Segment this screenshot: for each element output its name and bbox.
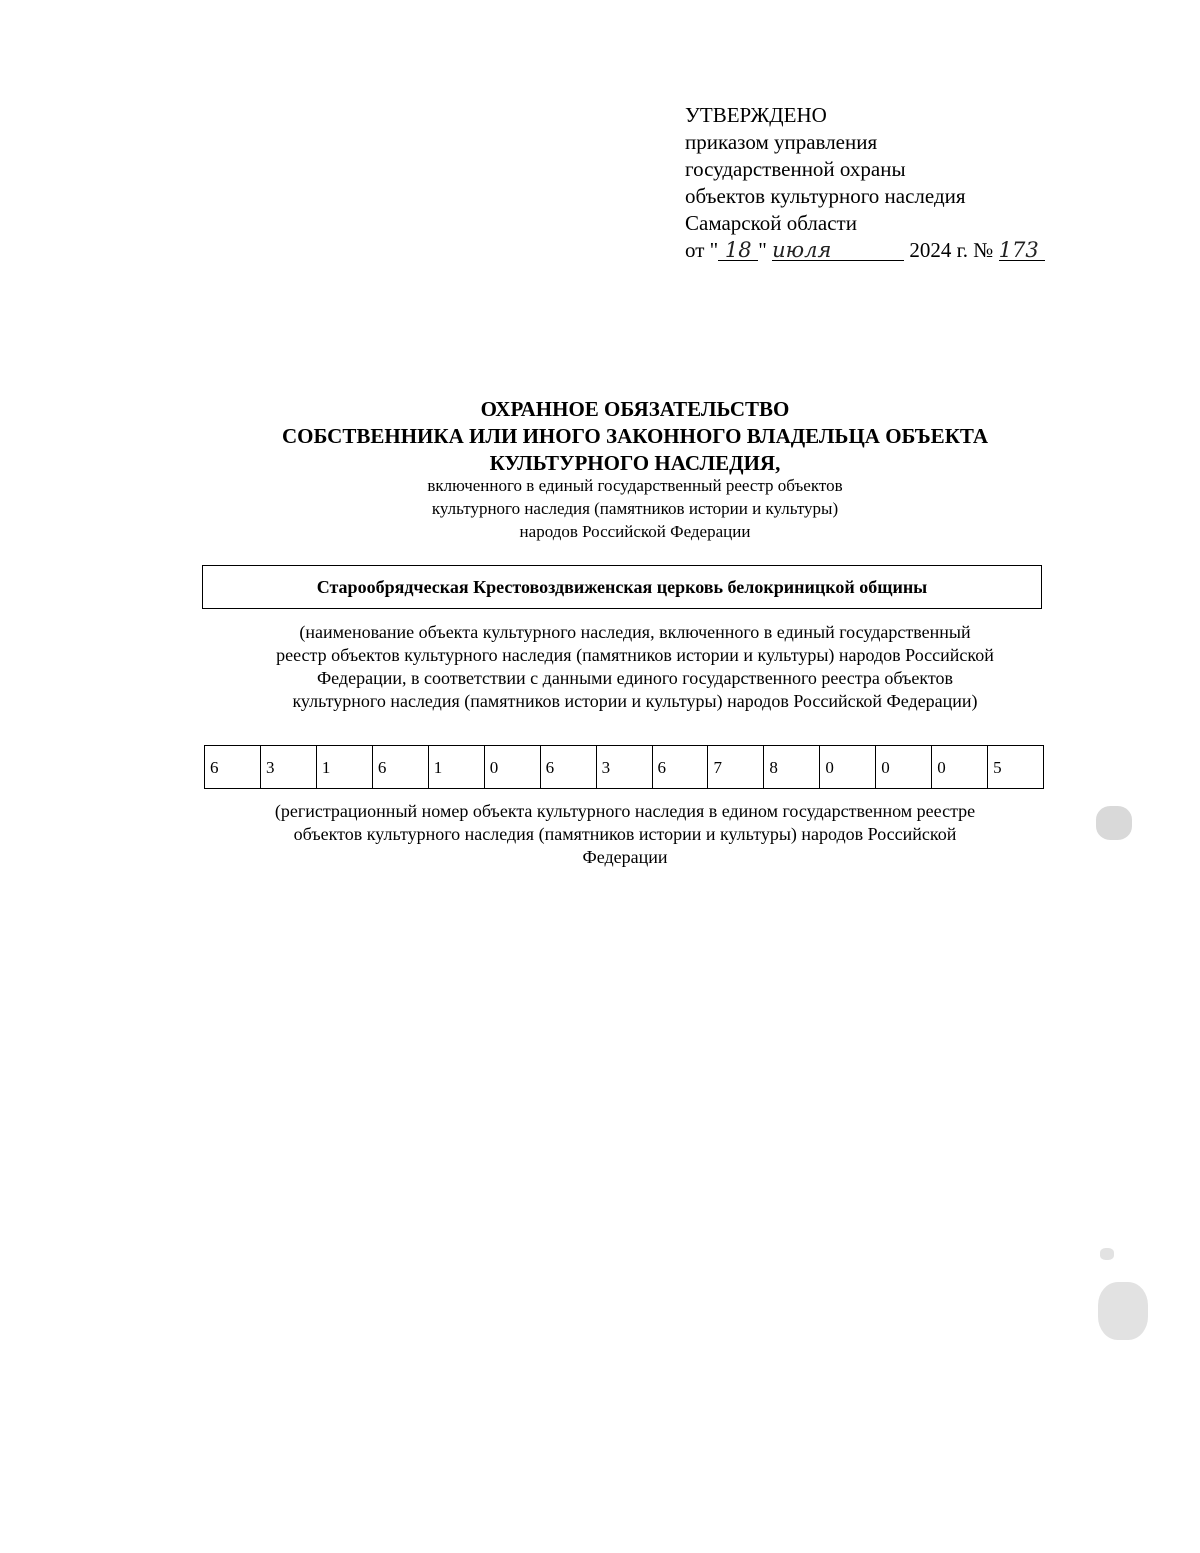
title-line-3: КУЛЬТУРНОГО НАСЛЕДИЯ, xyxy=(489,451,781,475)
subtitle-line-3: народов Российской Федерации xyxy=(519,522,751,541)
registration-number-table xyxy=(204,745,1044,789)
reg-caption-line-3: Федерации xyxy=(582,847,668,867)
name-caption-line-3: Федерации, в соответствии с данными единого государственного реестра объектов xyxy=(316,668,954,688)
object-name-caption xyxy=(180,621,1090,713)
scan-smudge xyxy=(1098,1282,1148,1340)
scan-smudge xyxy=(1100,1248,1114,1260)
reg-digit-cell: 6 xyxy=(541,746,597,788)
date-mid: " xyxy=(758,238,767,262)
subtitle-line-1: включенного в единый государственный реестр объектов xyxy=(427,476,843,495)
date-prefix: от " xyxy=(685,238,719,262)
approval-line-2: государственной охраны xyxy=(685,157,906,181)
approval-line-1: приказом управления xyxy=(685,130,878,154)
registration-number-caption xyxy=(180,800,1070,869)
approval-line-4: Самарской области xyxy=(685,211,857,235)
reg-digit-cell: 1 xyxy=(429,746,485,788)
approval-heading: УТВЕРЖДЕНО xyxy=(685,103,827,127)
reg-digit-cell: 5 xyxy=(993,758,1002,777)
title-line-1: ОХРАННОЕ ОБЯЗАТЕЛЬСТВО xyxy=(480,397,790,421)
reg-digit-cell: 8 xyxy=(764,746,820,788)
reg-digit-cell: 0 xyxy=(932,746,988,788)
reg-digit-cell: 3 xyxy=(261,746,317,788)
title-line-2: СОБСТВЕННИКА ИЛИ ИНОГО ЗАКОННОГО ВЛАДЕЛЬЦА ОБЪЕКТА xyxy=(281,424,989,448)
reg-digit-cell: 3 xyxy=(597,746,653,788)
order-number: 173 xyxy=(999,240,1045,261)
document-subtitle xyxy=(180,474,1090,543)
scan-smudge xyxy=(1096,806,1132,840)
reg-digit-cell: 0 xyxy=(876,746,932,788)
reg-digit-cell: 7 xyxy=(708,746,764,788)
reg-caption-line-1: (регистрационный номер объекта культурного наследия в едином государственном реестре xyxy=(274,801,976,821)
reg-digit-cell: 0 xyxy=(820,746,876,788)
name-caption-line-4: культурного наследия (памятников истории и культуры) народов Российской Федерации) xyxy=(292,691,978,711)
approval-line-3: объектов культурного наследия xyxy=(685,184,966,208)
reg-digit-cell: 0 xyxy=(485,746,541,788)
date-year: 2024 г. № xyxy=(909,238,994,262)
approval-stamp xyxy=(685,102,1105,264)
reg-digit-cell: 6 xyxy=(373,746,429,788)
object-name-box xyxy=(202,565,1042,609)
subtitle-line-2: культурного наследия (памятников истории и культуры) xyxy=(431,499,839,518)
name-caption-line-2: реестр объектов культурного наследия (памятников истории и культуры) народов Российской xyxy=(276,645,994,665)
object-name: Старообрядческая Крестовоздвиженская церковь белокриницкой общины xyxy=(316,576,928,597)
date-month: июля xyxy=(772,240,904,261)
reg-digit-cell: 6 xyxy=(205,746,261,788)
reg-digit-cell: 1 xyxy=(317,746,373,788)
name-caption-line-1: (наименование объекта культурного наследия, включенного в единый государственный xyxy=(299,622,971,642)
document-title xyxy=(180,396,1090,477)
reg-digit-cell: 6 xyxy=(653,746,709,788)
reg-caption-line-2: объектов культурного наследия (памятников истории и культуры) народов Российской xyxy=(293,824,957,844)
date-day: 18 xyxy=(718,240,758,261)
approval-date-line xyxy=(685,237,1105,264)
